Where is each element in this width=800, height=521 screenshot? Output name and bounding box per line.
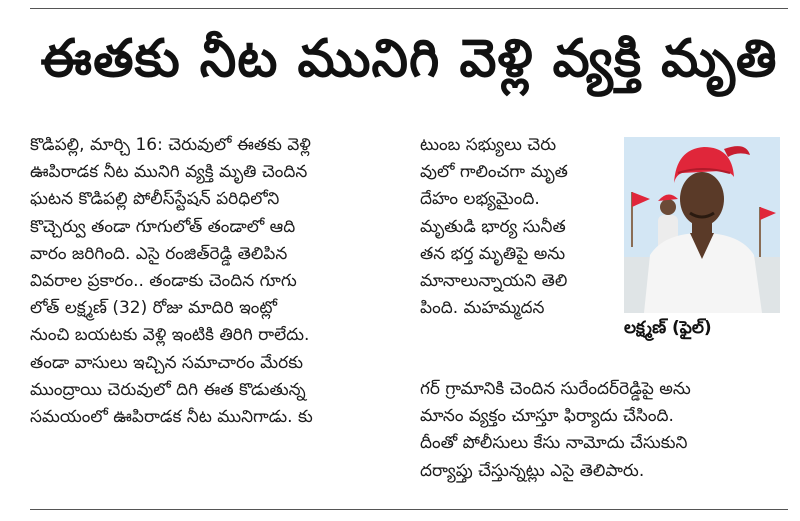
column1-line: కొచ్చెర్వు తండా గూగులోత్ తండాలో ఆది bbox=[30, 216, 296, 237]
column2-line: గర్ గ్రామానికి చెందిన సురేందర్‌రెడ్డిపై అను bbox=[420, 379, 691, 399]
column1-line: వివరాల ప్రకారం.. తండాకు చెందిన గూగు bbox=[30, 271, 297, 292]
person-photo-illustration bbox=[624, 137, 780, 313]
column1-line: ఊపిరాడక నీట మునిగి వ్యక్తి మృతి చెందిన bbox=[30, 162, 308, 183]
top-rule bbox=[30, 8, 788, 9]
column1-line: ముంద్రాయి చెరువులో దిగి ఈత కొడుతున్న bbox=[30, 379, 306, 400]
article-column-2 bbox=[420, 132, 620, 322]
article-column-2-continued bbox=[420, 376, 790, 485]
article-column-1 bbox=[30, 132, 404, 431]
column2-line: దేహం లభ్యమైంది. bbox=[420, 189, 540, 210]
column2-line: మృతుడి భార్య సునీత bbox=[420, 216, 566, 237]
column2-line: దీంతో పోలీసులు కేసు నామోదు చేసుకుని bbox=[420, 433, 688, 454]
bottom-rule bbox=[30, 509, 788, 510]
column2-line: పింది. మహమ్మదన bbox=[420, 298, 545, 319]
column2-line: తన భర్త మృతిపై అను bbox=[420, 243, 566, 264]
column1-line: ఘటన కొడిపల్లి పోలీస్‌స్టేషన్ పరిధిలోని bbox=[30, 189, 280, 210]
column2-line: మానాలున్నాయని తెలి bbox=[420, 271, 568, 292]
column2-line: టుంబ సభ్యులు చెరు bbox=[420, 135, 557, 155]
column2-line: వులో గాలించగా మృత bbox=[420, 162, 568, 183]
column1-line: వారం జరిగింది. ఎసై రంజిత్‌రెడ్డి తెలిపిన bbox=[30, 243, 288, 264]
photo-caption: లక్ష్మణ్ (ఫైల్) bbox=[624, 318, 712, 338]
person-photo bbox=[624, 137, 780, 313]
column1-line: నుంచి బయటకు వెళ్లి ఇంటికి తిరిగి రాలేదు. bbox=[30, 325, 310, 346]
column1-line: లోత్ లక్ష్మణ్ (32) రోజు మాదిరి ఇంట్లో bbox=[30, 298, 278, 319]
article-headline: ఈతకు నీట మునిగి వెళ్లి వ్యక్తి మృతి bbox=[40, 28, 778, 89]
column2-line: మానం వ్యక్తం చూస్తూ ఫిర్యాదు చేసింది. bbox=[420, 406, 674, 427]
column2-line: దర్యాప్తు చేస్తున్నట్లు ఎసై తెలిపారు. bbox=[420, 460, 645, 481]
column1-line: కొడిపల్లి, మార్చి 16: చెరువులో ఈతకు వెళ్లి bbox=[30, 135, 311, 155]
column1-line: తండా వాసులు ఇచ్చిన సమాచారం మేరకు bbox=[30, 352, 303, 373]
column1-line: సమయంలో ఊపిరాడక నీట మునిగాడు. కు bbox=[30, 407, 313, 428]
